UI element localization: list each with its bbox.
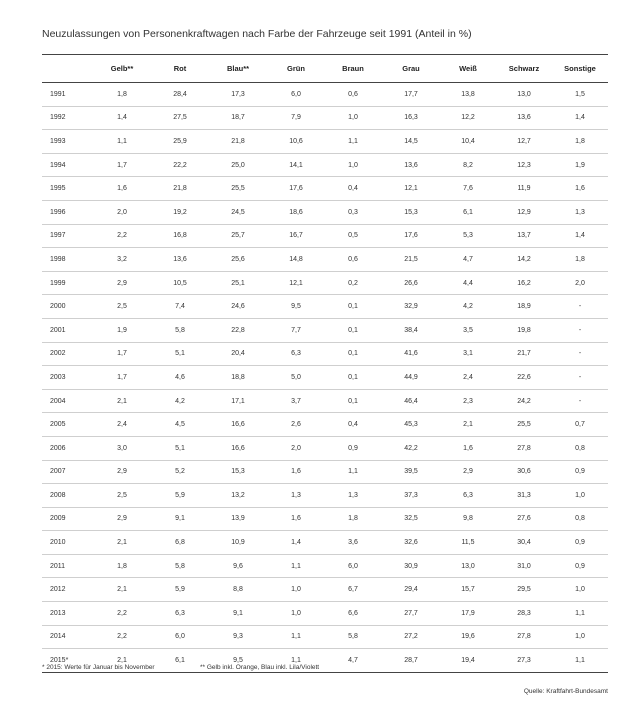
value-cell: 9,5 [268, 295, 324, 319]
value-cell: 29,4 [382, 578, 440, 602]
value-cell: 5,9 [152, 484, 208, 508]
value-cell: 27,2 [382, 625, 440, 649]
table-body [42, 83, 608, 673]
value-cell: 30,9 [382, 554, 440, 578]
value-cell: 4,6 [152, 366, 208, 390]
value-cell: 18,8 [208, 366, 268, 390]
table-row [42, 342, 608, 366]
value-cell: 0,9 [324, 436, 382, 460]
value-cell: 30,4 [496, 531, 552, 555]
value-cell: 1,3 [268, 484, 324, 508]
column-header: Schwarz [496, 55, 552, 83]
year-cell: 2007 [42, 460, 92, 484]
value-cell: 2,9 [92, 507, 152, 531]
value-cell: 5,1 [152, 436, 208, 460]
table-row [42, 83, 608, 107]
value-cell: 6,7 [324, 578, 382, 602]
value-cell: 2,1 [440, 413, 496, 437]
value-cell: 2,9 [440, 460, 496, 484]
year-cell: 2014 [42, 625, 92, 649]
column-header: Sonstige [552, 55, 608, 83]
value-cell: 3,7 [268, 389, 324, 413]
value-cell: 5,8 [324, 625, 382, 649]
value-cell: 18,6 [268, 200, 324, 224]
value-cell: 2,0 [268, 436, 324, 460]
value-cell: 0,2 [324, 271, 382, 295]
value-cell: 6,1 [440, 200, 496, 224]
value-cell: 0,4 [324, 177, 382, 201]
value-cell: 14,8 [268, 248, 324, 272]
value-cell: 1,8 [324, 507, 382, 531]
value-cell: 14,5 [382, 130, 440, 154]
value-cell: 1,6 [268, 507, 324, 531]
value-cell: 1,6 [268, 460, 324, 484]
value-cell: 14,1 [268, 153, 324, 177]
value-cell: 1,4 [268, 531, 324, 555]
table-row [42, 318, 608, 342]
value-cell: 17,6 [268, 177, 324, 201]
value-cell: 26,6 [382, 271, 440, 295]
value-cell: 2,2 [92, 224, 152, 248]
year-cell: 2005 [42, 413, 92, 437]
value-cell: 2,5 [92, 295, 152, 319]
value-cell: 1,1 [552, 602, 608, 626]
value-cell: 2,6 [268, 413, 324, 437]
value-cell: 0,4 [324, 413, 382, 437]
value-cell: 1,8 [552, 130, 608, 154]
year-cell: 1995 [42, 177, 92, 201]
value-cell: 2,1 [92, 578, 152, 602]
value-cell: 2,1 [92, 649, 152, 673]
value-cell: 1,8 [552, 248, 608, 272]
value-cell: 0,1 [324, 366, 382, 390]
source-note: Quelle: Kraftfahrt-Bundesamt [523, 688, 608, 695]
value-cell: 28,4 [152, 83, 208, 107]
value-cell: 19,6 [440, 625, 496, 649]
value-cell: 6,3 [268, 342, 324, 366]
value-cell: 0,9 [552, 460, 608, 484]
value-cell: 27,5 [152, 106, 208, 130]
value-cell: 10,9 [208, 531, 268, 555]
color-registration-table [42, 54, 608, 673]
value-cell: 6,8 [152, 531, 208, 555]
value-cell: 12,2 [440, 106, 496, 130]
value-cell: 1,4 [92, 106, 152, 130]
value-cell: 0,9 [552, 554, 608, 578]
table-row [42, 531, 608, 555]
value-cell: 7,6 [440, 177, 496, 201]
value-cell: 12,3 [496, 153, 552, 177]
value-cell: 25,6 [208, 248, 268, 272]
value-cell: 32,9 [382, 295, 440, 319]
value-cell: 2,1 [92, 389, 152, 413]
value-cell: 28,7 [382, 649, 440, 673]
value-cell: 9,1 [208, 602, 268, 626]
value-cell: 1,3 [324, 484, 382, 508]
table-header-row [42, 55, 608, 83]
value-cell: 1,3 [552, 200, 608, 224]
value-cell: 17,1 [208, 389, 268, 413]
value-cell: 0,3 [324, 200, 382, 224]
value-cell: 4,2 [440, 295, 496, 319]
header-year [42, 55, 92, 83]
value-cell: 25,7 [208, 224, 268, 248]
table-row [42, 200, 608, 224]
value-cell: 1,1 [268, 625, 324, 649]
value-cell: 12,1 [268, 271, 324, 295]
value-cell: 38,4 [382, 318, 440, 342]
value-cell: 27,7 [382, 602, 440, 626]
value-cell: 5,8 [152, 318, 208, 342]
value-cell: 27,8 [496, 436, 552, 460]
year-cell: 1996 [42, 200, 92, 224]
value-cell: 18,7 [208, 106, 268, 130]
value-cell: 2,1 [92, 531, 152, 555]
value-cell: 8,2 [440, 153, 496, 177]
value-cell: 14,2 [496, 248, 552, 272]
value-cell: 37,3 [382, 484, 440, 508]
value-cell: - [552, 366, 608, 390]
value-cell: 29,5 [496, 578, 552, 602]
year-cell: 1994 [42, 153, 92, 177]
value-cell: 1,0 [552, 484, 608, 508]
year-cell: 2000 [42, 295, 92, 319]
table-row [42, 413, 608, 437]
column-header: Weiß [440, 55, 496, 83]
value-cell: 1,1 [324, 460, 382, 484]
value-cell: 16,2 [496, 271, 552, 295]
year-cell: 2009 [42, 507, 92, 531]
value-cell: 9,3 [208, 625, 268, 649]
value-cell: 6,6 [324, 602, 382, 626]
value-cell: 2,4 [440, 366, 496, 390]
year-cell: 2006 [42, 436, 92, 460]
value-cell: 1,4 [552, 224, 608, 248]
value-cell: 20,4 [208, 342, 268, 366]
value-cell: 27,6 [496, 507, 552, 531]
value-cell: - [552, 295, 608, 319]
value-cell: 44,9 [382, 366, 440, 390]
table-row [42, 578, 608, 602]
value-cell: 12,7 [496, 130, 552, 154]
value-cell: 11,5 [440, 531, 496, 555]
table-row [42, 130, 608, 154]
value-cell: 11,9 [496, 177, 552, 201]
value-cell: 41,6 [382, 342, 440, 366]
footnote-2015: * 2015: Werte für Januar bis November [42, 664, 155, 671]
value-cell: 15,7 [440, 578, 496, 602]
value-cell: 28,3 [496, 602, 552, 626]
value-cell: 5,9 [152, 578, 208, 602]
value-cell: 17,9 [440, 602, 496, 626]
value-cell: 1,1 [324, 130, 382, 154]
value-cell: 22,2 [152, 153, 208, 177]
value-cell: 30,6 [496, 460, 552, 484]
value-cell: 0,8 [552, 507, 608, 531]
value-cell: 9,1 [152, 507, 208, 531]
value-cell: - [552, 342, 608, 366]
value-cell: 13,6 [382, 153, 440, 177]
year-cell: 2012 [42, 578, 92, 602]
table-row [42, 295, 608, 319]
value-cell: 0,7 [552, 413, 608, 437]
value-cell: 13,6 [496, 106, 552, 130]
table-row [42, 554, 608, 578]
value-cell: 4,7 [324, 649, 382, 673]
year-cell: 2008 [42, 484, 92, 508]
value-cell: 1,0 [552, 578, 608, 602]
year-cell: 2010 [42, 531, 92, 555]
value-cell: 8,8 [208, 578, 268, 602]
column-header: Grün [268, 55, 324, 83]
value-cell: 1,7 [92, 366, 152, 390]
value-cell: 25,5 [496, 413, 552, 437]
value-cell: 2,4 [92, 413, 152, 437]
value-cell: 0,1 [324, 342, 382, 366]
value-cell: 1,6 [440, 436, 496, 460]
value-cell: 39,5 [382, 460, 440, 484]
value-cell: 13,0 [496, 83, 552, 107]
value-cell: 13,7 [496, 224, 552, 248]
value-cell: 0,9 [552, 531, 608, 555]
value-cell: 3,1 [440, 342, 496, 366]
value-cell: 2,2 [92, 602, 152, 626]
value-cell: 19,2 [152, 200, 208, 224]
value-cell: 17,3 [208, 83, 268, 107]
value-cell: 19,8 [496, 318, 552, 342]
value-cell: 2,5 [92, 484, 152, 508]
year-cell: 1991 [42, 83, 92, 107]
value-cell: 25,0 [208, 153, 268, 177]
value-cell: 21,5 [382, 248, 440, 272]
table-row [42, 106, 608, 130]
value-cell: 0,1 [324, 318, 382, 342]
value-cell: 5,2 [152, 460, 208, 484]
value-cell: 4,7 [440, 248, 496, 272]
value-cell: 17,6 [382, 224, 440, 248]
value-cell: 1,9 [92, 318, 152, 342]
value-cell: 18,9 [496, 295, 552, 319]
value-cell: 3,2 [92, 248, 152, 272]
value-cell: 6,3 [440, 484, 496, 508]
value-cell: 16,8 [152, 224, 208, 248]
value-cell: 13,2 [208, 484, 268, 508]
value-cell: 32,5 [382, 507, 440, 531]
value-cell: 22,8 [208, 318, 268, 342]
value-cell: 2,0 [92, 200, 152, 224]
value-cell: 1,1 [268, 554, 324, 578]
value-cell: 1,6 [552, 177, 608, 201]
value-cell: 2,9 [92, 460, 152, 484]
value-cell: 9,5 [208, 649, 268, 673]
value-cell: 27,3 [496, 649, 552, 673]
year-cell: 2011 [42, 554, 92, 578]
value-cell: 3,6 [324, 531, 382, 555]
year-cell: 2001 [42, 318, 92, 342]
value-cell: - [552, 389, 608, 413]
value-cell: 2,9 [92, 271, 152, 295]
value-cell: 46,4 [382, 389, 440, 413]
value-cell: 31,3 [496, 484, 552, 508]
value-cell: 19,4 [440, 649, 496, 673]
year-cell: 2002 [42, 342, 92, 366]
value-cell: 10,6 [268, 130, 324, 154]
value-cell: 21,8 [152, 177, 208, 201]
value-cell: 5,0 [268, 366, 324, 390]
value-cell: 1,5 [552, 83, 608, 107]
value-cell: 1,1 [268, 649, 324, 673]
value-cell: 4,5 [152, 413, 208, 437]
value-cell: 4,4 [440, 271, 496, 295]
column-header: Rot [152, 55, 208, 83]
value-cell: 0,1 [324, 295, 382, 319]
value-cell: 16,6 [208, 436, 268, 460]
value-cell: 4,2 [152, 389, 208, 413]
value-cell: 27,8 [496, 625, 552, 649]
value-cell: 7,7 [268, 318, 324, 342]
year-cell: 2015* [42, 649, 92, 673]
value-cell: 1,0 [552, 625, 608, 649]
value-cell: 1,0 [268, 602, 324, 626]
value-cell: 16,6 [208, 413, 268, 437]
value-cell: 13,9 [208, 507, 268, 531]
year-cell: 1999 [42, 271, 92, 295]
value-cell: 1,8 [92, 83, 152, 107]
value-cell: 16,3 [382, 106, 440, 130]
value-cell: 45,3 [382, 413, 440, 437]
value-cell: 5,8 [152, 554, 208, 578]
table-row [42, 484, 608, 508]
value-cell: 6,0 [152, 625, 208, 649]
column-header: Braun [324, 55, 382, 83]
value-cell: 1,8 [92, 554, 152, 578]
year-cell: 2003 [42, 366, 92, 390]
value-cell: 10,4 [440, 130, 496, 154]
value-cell: 6,3 [152, 602, 208, 626]
value-cell: 1,0 [324, 153, 382, 177]
value-cell: 6,0 [268, 83, 324, 107]
table-row [42, 248, 608, 272]
year-cell: 2013 [42, 602, 92, 626]
value-cell: 1,0 [268, 578, 324, 602]
value-cell: 3,0 [92, 436, 152, 460]
year-cell: 1992 [42, 106, 92, 130]
value-cell: 15,3 [208, 460, 268, 484]
value-cell: 17,7 [382, 83, 440, 107]
value-cell: 0,1 [324, 389, 382, 413]
value-cell: 0,6 [324, 83, 382, 107]
value-cell: 12,1 [382, 177, 440, 201]
value-cell: 21,8 [208, 130, 268, 154]
value-cell: 5,1 [152, 342, 208, 366]
value-cell: 3,5 [440, 318, 496, 342]
value-cell: 25,1 [208, 271, 268, 295]
value-cell: 1,0 [324, 106, 382, 130]
value-cell: 21,7 [496, 342, 552, 366]
column-header: Gelb** [92, 55, 152, 83]
value-cell: 16,7 [268, 224, 324, 248]
table-title: Neuzulassungen von Personenkraftwagen nach Farbe der Fahrzeuge seit 1991 (Anteil in %) [42, 28, 472, 40]
value-cell: 32,6 [382, 531, 440, 555]
value-cell: 25,5 [208, 177, 268, 201]
table-row [42, 271, 608, 295]
value-cell: 13,8 [440, 83, 496, 107]
value-cell: 1,7 [92, 342, 152, 366]
value-cell: 2,3 [440, 389, 496, 413]
value-cell: 2,2 [92, 625, 152, 649]
value-cell: 1,1 [92, 130, 152, 154]
value-cell: 9,6 [208, 554, 268, 578]
value-cell: 31,0 [496, 554, 552, 578]
value-cell: 6,0 [324, 554, 382, 578]
value-cell: 9,8 [440, 507, 496, 531]
value-cell: 13,6 [152, 248, 208, 272]
table-row [42, 224, 608, 248]
value-cell: 22,6 [496, 366, 552, 390]
value-cell: 7,9 [268, 106, 324, 130]
year-cell: 1997 [42, 224, 92, 248]
value-cell: 24,5 [208, 200, 268, 224]
year-cell: 2004 [42, 389, 92, 413]
table-row [42, 436, 608, 460]
year-cell: 1998 [42, 248, 92, 272]
value-cell: 7,4 [152, 295, 208, 319]
footnote-color-groups: ** Gelb inkl. Orange, Blau inkl. Lila/Violett [200, 664, 320, 671]
value-cell: 12,9 [496, 200, 552, 224]
value-cell: 0,8 [552, 436, 608, 460]
value-cell: 24,2 [496, 389, 552, 413]
table-row [42, 625, 608, 649]
table-row [42, 153, 608, 177]
value-cell: 42,2 [382, 436, 440, 460]
value-cell: 0,6 [324, 248, 382, 272]
value-cell: 1,4 [552, 106, 608, 130]
table-row [42, 366, 608, 390]
value-cell: 1,6 [92, 177, 152, 201]
value-cell: 1,1 [552, 649, 608, 673]
value-cell: 0,5 [324, 224, 382, 248]
value-cell: 1,7 [92, 153, 152, 177]
value-cell: 24,6 [208, 295, 268, 319]
value-cell: 10,5 [152, 271, 208, 295]
value-cell: - [552, 318, 608, 342]
table-row [42, 389, 608, 413]
column-header: Grau [382, 55, 440, 83]
table-row [42, 460, 608, 484]
value-cell: 15,3 [382, 200, 440, 224]
year-cell: 1993 [42, 130, 92, 154]
table-row [42, 507, 608, 531]
value-cell: 13,0 [440, 554, 496, 578]
value-cell: 6,1 [152, 649, 208, 673]
value-cell: 2,0 [552, 271, 608, 295]
table-row [42, 177, 608, 201]
value-cell: 1,9 [552, 153, 608, 177]
value-cell: 5,3 [440, 224, 496, 248]
column-header: Blau** [208, 55, 268, 83]
table-row [42, 602, 608, 626]
value-cell: 25,9 [152, 130, 208, 154]
